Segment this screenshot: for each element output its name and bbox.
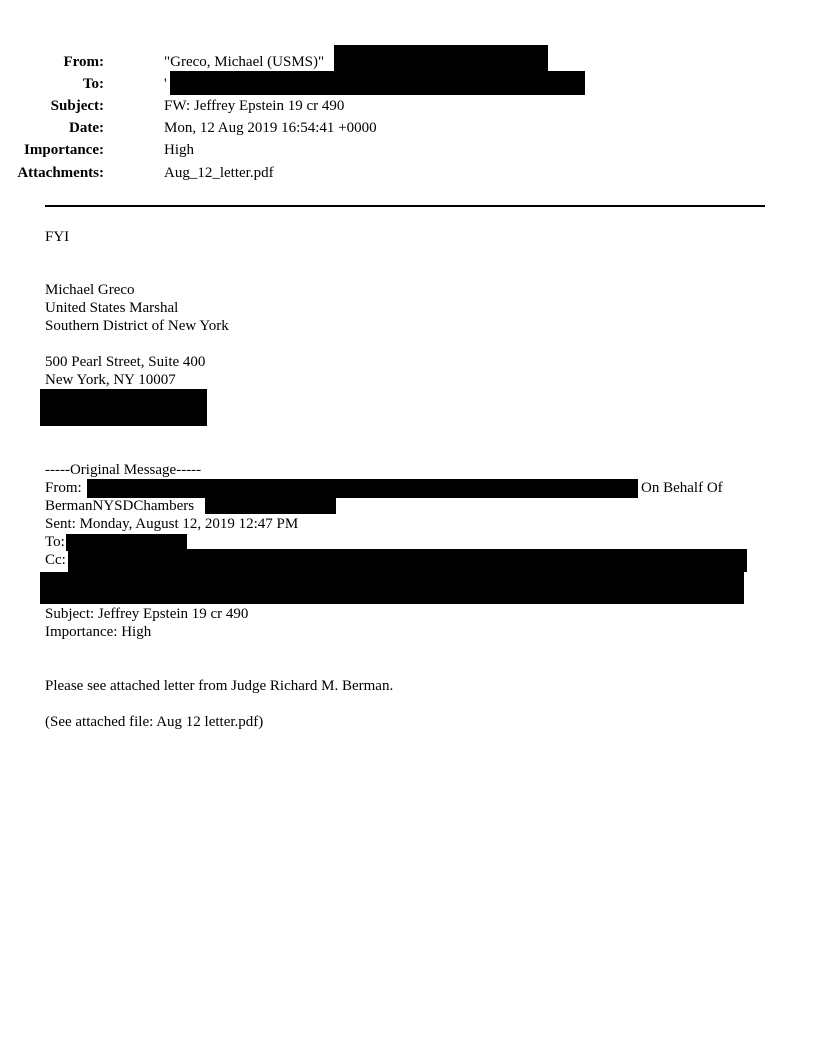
importance-label: Importance: [24,142,104,158]
header-attachments-row [0,164,760,186]
from-label: From: [63,54,104,70]
original-message-separator: -----Original Message----- [45,462,202,478]
greeting: FYI [45,229,70,245]
redaction-original-from [87,479,638,498]
date-label: Date: [69,120,104,136]
original-cc-label: Cc: [45,552,66,568]
to-label: To: [82,76,104,92]
signature-address-line2: New York, NY 10007 [45,372,176,388]
redaction-original-cc-line2 [40,572,744,604]
redaction-original-cc-line1 [68,549,747,572]
header-importance-row [0,141,760,163]
original-from-label: From: [45,480,82,496]
subject-label: Subject: [50,98,104,114]
header-divider [45,205,765,207]
attachments-label: Attachments: [17,165,104,181]
signature-title: United States Marshal [45,300,179,316]
redaction-to [170,71,585,95]
original-on-behalf: On Behalf Of [641,480,723,496]
message-text: Please see attached letter from Judge Richard M. Berman. [45,678,394,694]
original-subject: Subject: Jeffrey Epstein 19 cr 490 [45,606,249,622]
date-value: Mon, 12 Aug 2019 16:54:41 +0000 [164,120,377,136]
from-value: "Greco, Michael (USMS)" [164,54,325,70]
redaction-from [334,45,548,71]
original-importance: Importance: High [45,624,152,640]
original-to-label: To: [45,534,65,550]
subject-value: FW: Jeffrey Epstein 19 cr 490 [164,98,345,114]
original-sent: Sent: Monday, August 12, 2019 12:47 PM [45,516,299,532]
signature-district: Southern District of New York [45,318,229,334]
to-value: ' [164,76,167,92]
attachments-value: Aug_12_letter.pdf [164,165,274,181]
signature-name: Michael Greco [45,282,135,298]
signature-address-line1: 500 Pearl Street, Suite 400 [45,354,206,370]
importance-value: High [164,142,194,158]
header-subject-row [0,97,760,119]
header-date-row [0,119,760,141]
redaction-signature-contact [40,389,207,426]
redaction-sender-address [205,498,336,514]
original-sender-name: BermanNYSDChambers [45,498,195,514]
attachment-note: (See attached file: Aug 12 letter.pdf) [45,714,264,730]
